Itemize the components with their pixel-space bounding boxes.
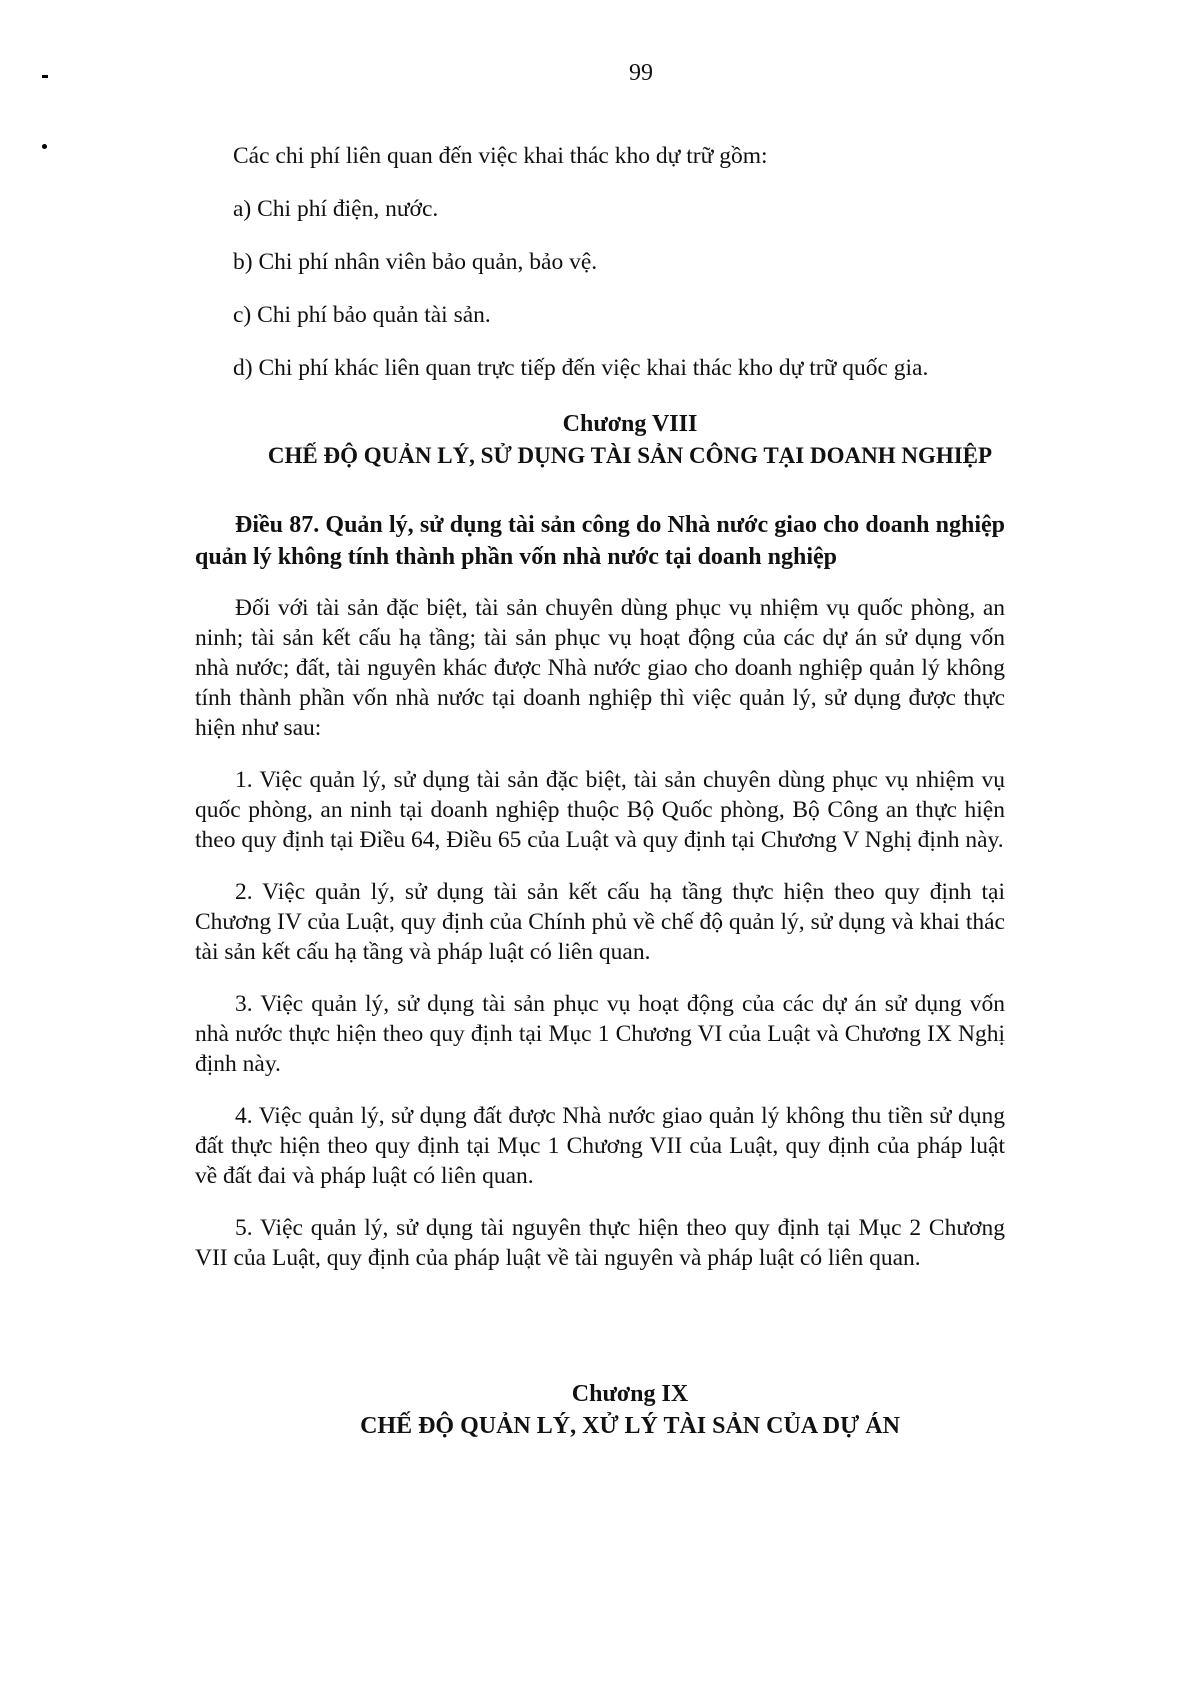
clause: 4. Việc quản lý, sử dụng đất được Nhà nước giao quản lý không thu tiền sử dụng đất thực hiện theo quy định tại Mục 1 Chương VII của Luật, quy định của pháp luật về đất đai và pháp luật có liên quan. (195, 1103, 1005, 1189)
article-87-body (195, 593, 1005, 1295)
chapter-label: Chương VIII (562, 411, 698, 437)
chapter-title: CHẾ ĐỘ QUẢN LÝ, SỬ DỤNG TÀI SẢN CÔNG TẠI DOANH NGHIỆP (267, 443, 993, 468)
clause: 5. Việc quản lý, sử dụng tài nguyên thực hiện theo quy định tại Mục 2 Chương VII của Luật, quy định của pháp luật về tài nguyên và pháp luật có liên quan. (195, 1215, 1005, 1271)
article-intro: Đối với tài sản đặc biệt, tài sản chuyên dùng phục vụ nhiệm vụ quốc phòng, an ninh; tài sản kết cấu hạ tầng; tài sản phục vụ hoạt động của các dự án sử dụng vốn nhà nước; đất, tài nguyên khác được Nhà nước giao cho doanh nghiệp quản lý không tính thành phần vốn nhà nước tại doanh nghiệp thì việc quản lý, sử dụng được thực hiện như sau: (195, 595, 1005, 741)
list-item: d) Chi phí khác liên quan trực tiếp đến việc khai thác kho dự trữ quốc gia. (233, 355, 929, 381)
clause: 3. Việc quản lý, sử dụng tài sản phục vụ hoạt động của các dự án sử dụng vốn nhà nước thực hiện theo quy định tại Mục 1 Chương VI của Luật và Chương IX Nghị định này. (195, 991, 1005, 1077)
article-87-heading-block (195, 509, 1005, 573)
article-heading: Điều 87. Quản lý, sử dụng tài sản công do Nhà nước giao cho doanh nghiệp quản lý không tính thành phần vốn nhà nước tại doanh nghiệp (195, 512, 1005, 570)
list-item: c) Chi phí bảo quản tài sản. (233, 302, 491, 328)
cost-intro: Các chi phí liên quan đến việc khai thác kho dự trữ gồm: (233, 143, 768, 169)
chapter-9-header (150, 1378, 1110, 1442)
clause: 2. Việc quản lý, sử dụng tài sản kết cấu hạ tầng thực hiện theo quy định tại Chương IV của Luật, quy định của Chính phủ về chế độ quản lý, sử dụng và khai thác tài sản kết cấu hạ tầng và pháp luật có liên quan. (195, 879, 1005, 965)
chapter-label: Chương IX (571, 1381, 689, 1407)
chapter-8-header (150, 408, 1110, 472)
list-item: b) Chi phí nhân viên bảo quản, bảo vệ. (233, 249, 598, 275)
scan-speck (42, 144, 47, 149)
chapter-title: CHẾ ĐỘ QUẢN LÝ, XỬ LÝ TÀI SẢN CỦA DỰ ÁN (360, 1413, 900, 1439)
page-number: 99 (629, 60, 653, 86)
clause: 1. Việc quản lý, sử dụng tài sản đặc biệt, tài sản chuyên dùng phục vụ nhiệm vụ quốc phòng, an ninh tại doanh nghiệp thuộc Bộ Quốc phòng, Bộ Công an thực hiện theo quy định tại Điều 64, Điều 65 của Luật và quy định tại Chương V Nghị định này. (195, 767, 1005, 853)
cost-list-section (233, 140, 1093, 405)
list-item: a) Chi phí điện, nước. (233, 196, 439, 222)
